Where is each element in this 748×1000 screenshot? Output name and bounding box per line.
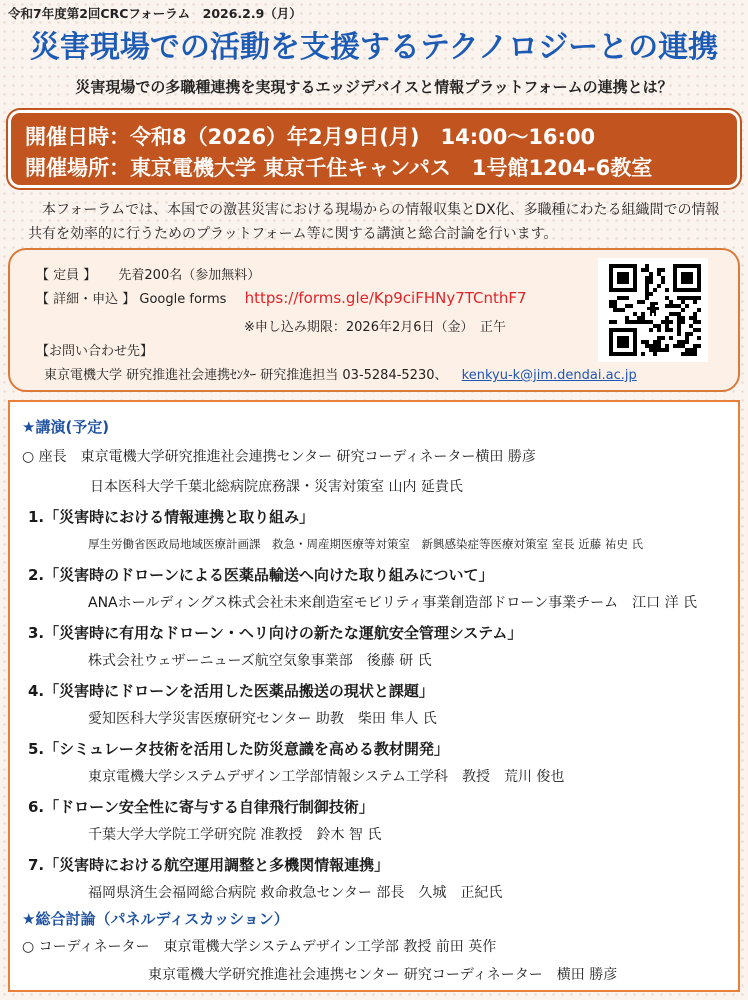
talk-speaker: 株式会社ウェザーニューズ航空気象事業部 後藤 研 氏: [88, 653, 432, 669]
apply-row: [36, 288, 527, 307]
contact-org: 東京電機大学 研究推進社会連携ｾﾝﾀｰ 研究推進担当 03-5284-5230、: [44, 368, 448, 383]
panel-heading: ★総合討論（パネルディスカッション）: [22, 910, 289, 928]
contact-email-link[interactable]: kenkyu-k@jim.dendai.ac.jp: [461, 368, 637, 383]
talk-title: 3.「災害時に有用なドローン・ヘリ向けの新たな運航安全管理システム」: [28, 624, 523, 642]
coordinator-line: ○ コーディネーター 東京電機大学システムデザイン工学部 教授 前田 英作: [22, 939, 497, 955]
talk-speaker: 千葉大学大学院工学研究院 准教授 鈴木 智 氏: [88, 827, 382, 843]
forum-header-line: 令和7年度第2回CRCフォーラム 2026.2.9（月）: [8, 6, 302, 21]
capacity-label: 【 定員 】: [36, 268, 97, 283]
coordinator-line-2: 東京電機大学研究推進社会連携センター 研究コーディネーター 横田 勝彦: [148, 967, 618, 983]
talk-title: 2.「災害時のドローンによる医薬品輸送へ向けた取り組みについて」: [28, 566, 494, 584]
talk-title: 7.「災害時における航空運用調整と多機関情報連携」: [28, 856, 390, 874]
contact-row: [44, 364, 637, 383]
program-box: [8, 400, 740, 992]
contact-label: 【お問い合わせ先】: [36, 344, 154, 359]
deadline-text: ※申し込み期限：2026年2月6日（金） 正午: [244, 320, 507, 335]
talk-title: 6.「ドローン安全性に寄与する自律飛行制御技術」: [28, 798, 374, 816]
page-subtitle: 災害現場での多職種連携を実現するエッジデバイスと情報プラットフォームの連携とは？: [75, 78, 673, 96]
talk-title: 4.「災害時にドローンを活用した医薬品搬送の現状と課題」: [28, 682, 434, 700]
talk-title: 5.「シミュレータ技術を活用した防災意識を高める教材開発」: [28, 740, 449, 758]
schedule-box: [8, 110, 740, 188]
capacity-value: 先着200名（参加無料）: [118, 268, 261, 283]
lectures-heading: ★講演(予定): [22, 418, 110, 436]
talk-speaker: 東京電機大学システムデザイン工学部情報システム工学科 教授 荒川 俊也: [88, 769, 565, 785]
chair-line: ○ 座長 東京電機大学研究推進社会連携センター 研究コーディネーター横田 勝彦: [22, 449, 536, 465]
page-title: 災害現場での活動を支援するテクノロジーとの連携: [29, 30, 719, 65]
talk-title: 1.「災害時における情報連携と取り組み」: [28, 508, 315, 526]
capacity-row: [36, 264, 260, 283]
talk-speaker: 福岡県済生会福岡総合病院 救命救急センター 部長 久城 正紀氏: [88, 885, 503, 901]
talk-speaker: ANAホールディングス株式会社未来創造室モビリティ事業創造部ドローン事業チーム 江口 洋 氏: [88, 595, 698, 611]
qr-code-graphic: [598, 258, 708, 362]
apply-link[interactable]: https://forms.gle/Kp9ciFHNy7TCnthF7: [244, 289, 527, 307]
talk-speaker: 愛知医科大学災害医療研究センター 助教 柴田 隼人 氏: [88, 711, 437, 727]
apply-label: 【 詳細・申込 】 Google forms: [36, 292, 227, 307]
intro-text: 本フォーラムでは、本国での激甚災害における現場からの情報収集とDX化、多職種にわたる組織間での情報共有を効率的に行うためのプラットフォーム等に関する講演と総合討論を行います。: [28, 202, 720, 242]
talk-speaker: 厚生労働省医政局地域医療計画課 救急・周産期医療等対策室 新興感染症等医療対策室 室長 近藤 祐史 氏: [88, 537, 644, 551]
qr-code-icon[interactable]: [598, 258, 708, 362]
schedule-datetime: 開催日時：令和8（2026）年2月9日(月) 14:00～16:00: [25, 125, 596, 149]
qr-center-logo-icon: [647, 302, 659, 316]
schedule-venue: 開催場所：東京電機大学 東京千住キャンパス 1号館1204-6教室: [25, 156, 653, 180]
chair-line-2: 日本医科大学千葉北総病院庶務課・災害対策室 山内 延貴氏: [90, 479, 463, 495]
